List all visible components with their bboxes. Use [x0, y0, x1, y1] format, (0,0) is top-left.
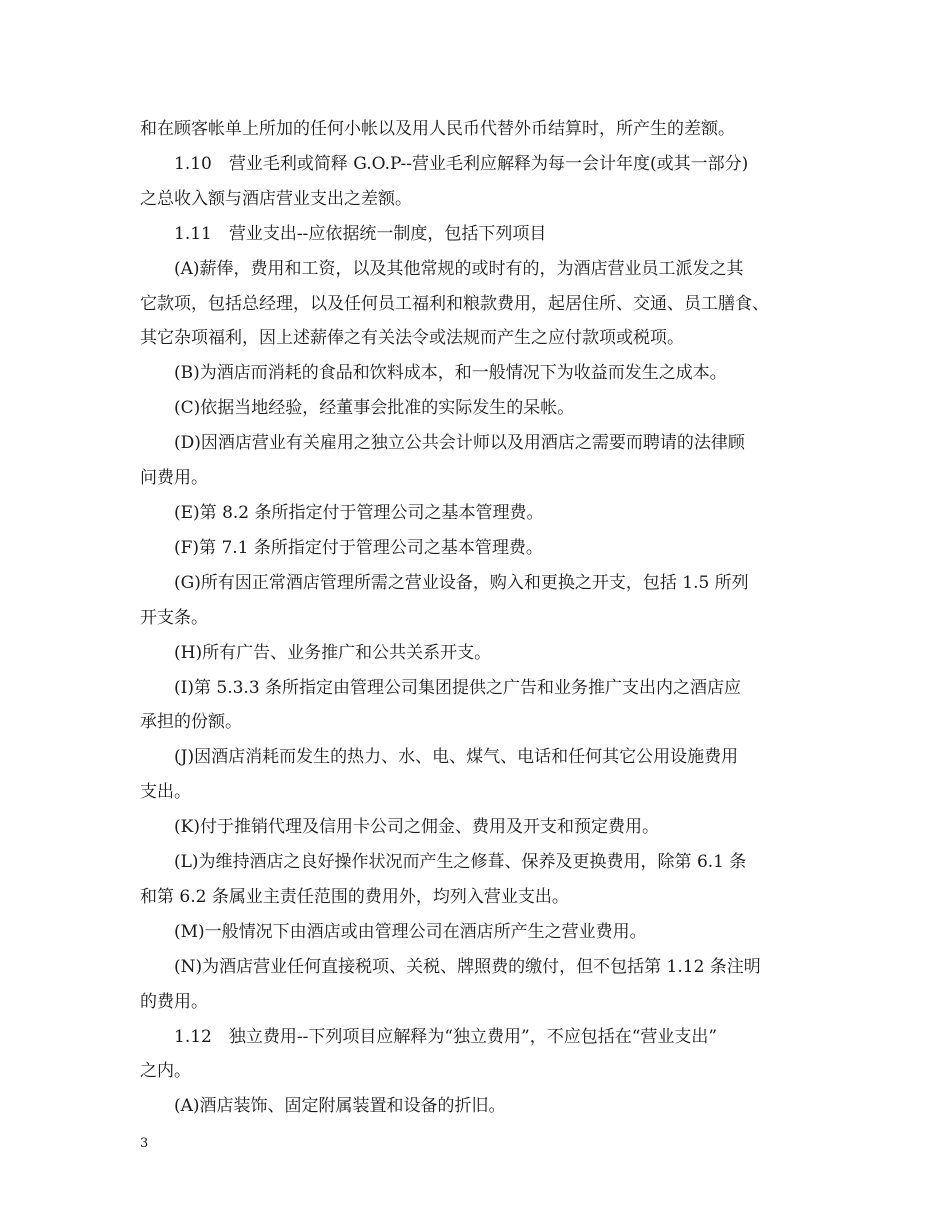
text-line: (A)酒店装饰、固定附属装置和设备的折旧。	[174, 1096, 506, 1117]
text-line: (N)为酒店营业任何直接税项、关税、牌照费的缴付，但不包括第 1.12 条注明	[174, 956, 761, 977]
text-line: 的费用。	[140, 991, 208, 1012]
page-number: 3	[140, 1136, 149, 1151]
text-line: 承担的份额。	[140, 712, 242, 733]
text-line: (M)一般情况下由酒店或由管理公司在酒店所产生之营业费用。	[174, 921, 647, 942]
text-line: 其它杂项福利，因上述薪俸之有关法令或法规而产生之应付款项或税项。	[140, 328, 684, 349]
text-line: (H)所有广告、业务推广和公共关系开支。	[174, 642, 492, 663]
text-line: 和在顾客帐单上所加的任何小帐以及用人民币代替外币结算时，所产生的差额。	[140, 119, 735, 139]
text-line: 1.12 独立费用--下列项目应解释为“独立费用”，不应包括在“营业支出”	[174, 1026, 718, 1047]
text-line: (A)薪俸，费用和工资，以及其他常规的或时有的，为酒店营业员工派发之其	[174, 258, 744, 279]
text-line: (B)为酒店而消耗的食品和饮料成本，和一般情况下为收益而发生之成本。	[174, 363, 727, 384]
text-line: (F)第 7.1 条所指定付于管理公司之基本管理费。	[174, 537, 543, 558]
text-line: (G)所有因正常酒店管理所需之营业设备，购入和更换之开支，包括 1.5 所列	[174, 572, 749, 593]
text-line: 开支条。	[140, 607, 208, 628]
document-body	[140, 112, 820, 1124]
text-line: 问费用。	[140, 468, 208, 489]
text-line: 之总收入额与酒店营业支出之差额。	[140, 188, 412, 209]
text-line: (E)第 8.2 条所指定付于管理公司之基本管理费。	[174, 502, 544, 523]
text-line: (J)因酒店消耗而发生的热力、水、电、煤气、电话和任何其它公用设施费用	[174, 747, 739, 768]
text-line: (K)付于推销代理及信用卡公司之佣金、费用及开支和预定费用。	[174, 817, 659, 838]
text-line: (D)因酒店营业有关雇用之独立公共会计师以及用酒店之需要而聘请的法律顾	[174, 433, 745, 454]
text-line: (I)第 5.3.3 条所指定由管理公司集团提供之广告和业务推广支出内之酒店应	[174, 677, 742, 698]
text-line: (C)依据当地经验，经董事会批准的实际发生的呆帐。	[174, 398, 575, 419]
text-line: 之内。	[140, 1061, 191, 1082]
text-line: 和第 6.2 条属业主责任范围的费用外，均列入营业支出。	[140, 886, 569, 907]
text-line: (L)为维持酒店之良好操作状况而产生之修葺、保养及更换费用，除第 6.1 条	[174, 852, 747, 873]
text-line: 1.10 营业毛利或简释 G.O.P--营业毛利应解释为每一会计年度(或其一部分)	[174, 153, 749, 174]
text-line: 支出。	[140, 782, 191, 803]
text-line: 它款项，包括总经理，以及任何员工福利和粮款费用，起居住所、交通、员工膳食、	[140, 293, 769, 314]
text-line: 1.11 营业支出--应依据统一制度，包括下列项目	[174, 223, 547, 244]
